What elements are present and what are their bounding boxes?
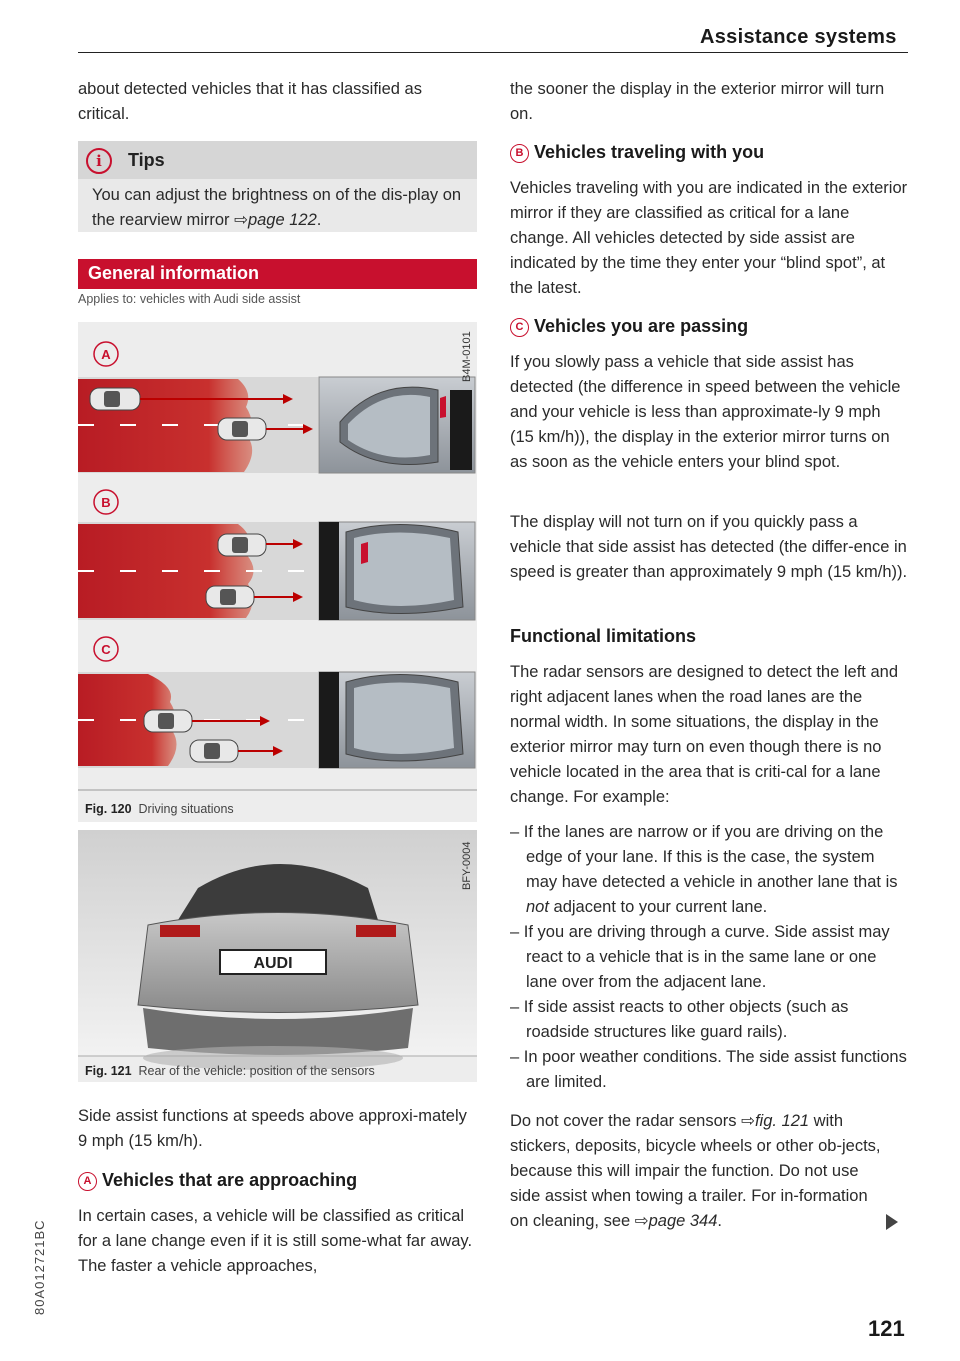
figure-121 — [78, 830, 477, 1082]
figure-code: BFY-0004 — [461, 841, 473, 890]
tips-box — [78, 141, 477, 232]
document-code — [24, 1180, 54, 1320]
page-link[interactable]: page 344 — [648, 1212, 718, 1230]
info-icon: i — [86, 148, 112, 174]
tips-header — [78, 141, 477, 179]
list-item: – In poor weather conditions. The side assist functions are limited. — [510, 1048, 907, 1091]
xref-arrow-icon: ⇨ — [234, 211, 248, 229]
xref-arrow-icon: ⇨ — [741, 1112, 755, 1130]
vehicle-rear-illustration — [78, 830, 477, 1082]
tips-text: You can adjust the brightness on of the dis-play on the rearview mirror ⇨page 122. — [92, 186, 462, 229]
marker-a: A — [78, 1172, 97, 1191]
svg-text:B: B — [101, 495, 111, 510]
figure-code: B4M-0101 — [461, 331, 473, 382]
xref-arrow-icon: ⇨ — [634, 1212, 649, 1230]
speed-text: Side assist functions at speeds above approxi-mately 9 mph (15 km/h). — [78, 1107, 467, 1150]
limitations-list — [510, 820, 908, 1095]
passing-text-1: If you slowly pass a vehicle that side assist has detected (the difference in speed between the vehicle and your vehicle is less than approximate-ly 9 mph (15 km/h)), the display in the exterior mirror turns on as soon as the vehicle enters your blind spot. — [510, 353, 901, 471]
marker-b: B — [510, 144, 529, 163]
continue-arrow-icon — [886, 1214, 898, 1230]
page-number: 121 — [868, 1316, 905, 1341]
license-plate-text: AUDI — [253, 955, 293, 972]
figure-120 — [78, 322, 477, 822]
panel-a — [78, 322, 477, 822]
tips-title: Tips — [128, 150, 165, 170]
marker-c: C — [510, 318, 529, 337]
svg-text:A: A — [101, 347, 111, 362]
figure-link[interactable]: fig. 121 — [754, 1112, 810, 1130]
approaching-heading: A Vehicles that are approaching — [78, 1170, 357, 1191]
limitations-heading: Functional limitations — [510, 626, 697, 646]
header-rule — [78, 52, 908, 53]
driving-situations-illustration — [78, 322, 477, 822]
page-link[interactable]: page 122 — [247, 211, 317, 229]
passing-text-2: The display will not turn on if you quickly pass a vehicle that side assist has detected (the differ-ence in speed is greater than approximately 9 mph (15 km/h)). — [510, 513, 908, 581]
traveling-text: Vehicles traveling with you are indicated in the exterior mirror if they are classified as critical for a lane change. All vehicles detected by side assist are indicated by the time they enter your “blind spot”, at the latest. — [510, 179, 908, 297]
intro-text: about detected vehicles that it has classified as critical. — [78, 80, 422, 123]
list-item: – If side assist reacts to other objects (such as roadside structures like guard rails). — [510, 998, 849, 1041]
traveling-heading: B Vehicles traveling with you — [510, 142, 764, 163]
list-item: – If the lanes are narrow or if you are driving on the edge of your lane. If this is the case, the system may have detected a vehicle in another lane that is not adjacent to your current lane. — [510, 823, 898, 916]
running-header: Assistance systems — [700, 26, 897, 48]
section-title-bar: General information — [78, 259, 477, 289]
passing-heading: C Vehicles you are passing — [510, 316, 748, 337]
svg-text:80A012721BC: 80A012721BC — [32, 1219, 47, 1315]
list-item: – If you are driving through a curve. Side assist may react to a vehicle that is in the same lane or one lane over from the adjacent lane. — [510, 923, 890, 991]
continued-text: the sooner the display in the exterior mirror will turn on. — [510, 80, 885, 123]
figure-120-caption: Fig. 120 Driving situations — [85, 802, 234, 816]
figure-121-caption: Fig. 121 Rear of the vehicle: position of the sensors — [85, 1064, 375, 1078]
approaching-text: In certain cases, a vehicle will be classified as critical for a lane change even if it is still some-what far away. The faster a vehicle approaches, — [78, 1207, 473, 1275]
cover-sensors-text: Do not cover the radar sensors ⇨fig. 121 with stickers, deposits, bicycle wheels or other ob-jects, because this will impair the function. Do not use side assist when towing a trailer. For in-formation on cleaning, see ⇨page 344. — [510, 1112, 881, 1230]
applies-to-text: Applies to: vehicles with Audi side assist — [78, 292, 301, 306]
svg-text:C: C — [101, 642, 111, 657]
limitations-text: The radar sensors are designed to detect the left and right adjacent lanes when the road lanes are the normal width. In some situations, the display in the exterior mirror may turn on even though there is no vehicle located in the area that is criti-cal for a lane change. For example: — [510, 663, 898, 806]
